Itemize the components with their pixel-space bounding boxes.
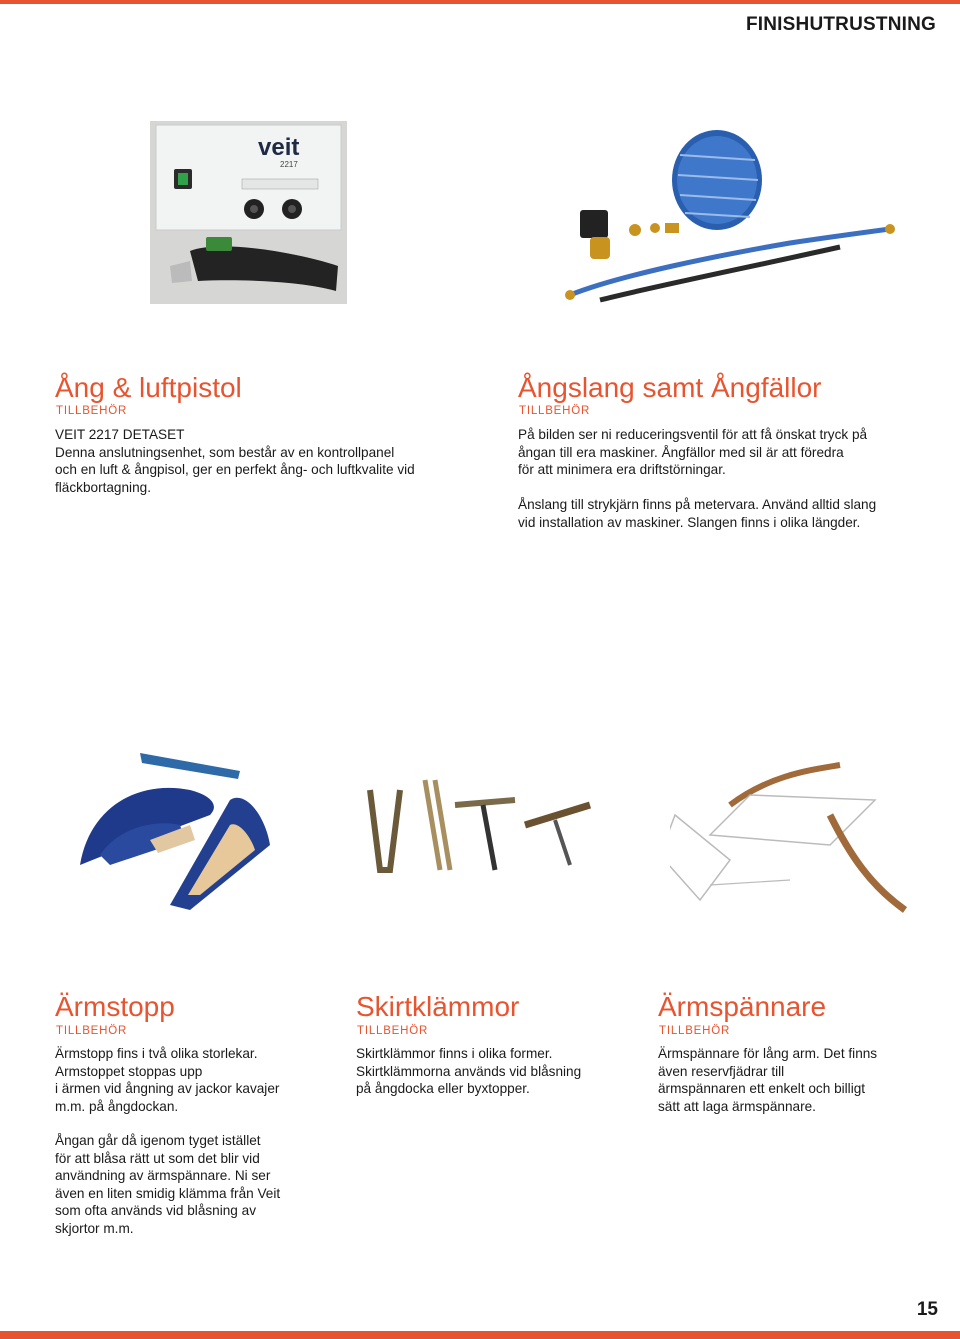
veit-logo: veit	[258, 134, 300, 161]
text-line: Skirtklämmorna används vid blåsning	[356, 1063, 582, 1079]
stretcher-description	[658, 1045, 877, 1115]
text-line: Ångan går då igenom tyget istället	[55, 1133, 261, 1148]
text-line: och en luft & ångpisol, ger en perfekt ång- och luftkvalite vid	[55, 462, 415, 478]
text-line: Skirtklämmor finns i olika former.	[356, 1046, 553, 1061]
text-line: Ärmstopp fins i två olika storlekar.	[55, 1046, 258, 1061]
armstop-description-2	[55, 1132, 280, 1238]
text-line: även en liten smidig klämma från Veit	[55, 1185, 281, 1201]
text-line: fläckbortagning.	[55, 479, 151, 495]
text-line: Ånslang till strykjärn finns på metervara. Använd alltid slang	[518, 497, 877, 512]
arm-stretcher-photo	[670, 755, 910, 915]
text-line: på ångdocka eller byxtopper.	[356, 1081, 530, 1097]
clamps-description	[356, 1045, 581, 1098]
section-header: FINISHUTRUSTNING	[745, 14, 936, 35]
text-line: Denna anslutningsenhet, som består av en kontrollpanel	[55, 444, 395, 460]
top-accent-bar	[0, 0, 960, 4]
clamps-title: Skirtklämmor	[356, 991, 520, 1022]
text-line: i ärmen vid ångning av jackor kavajer	[55, 1081, 280, 1097]
text-line: sätt att laga ärmspännare.	[658, 1098, 816, 1114]
text-line: även reservfjädrar till	[658, 1063, 785, 1079]
armstop-photo	[70, 745, 290, 915]
text-line: ärmspännaren ett enkelt och billigt	[658, 1081, 866, 1097]
armstop-description-1	[55, 1045, 279, 1115]
text-line: ångan till era maskiner. Ångfällor med sil är att föredra	[518, 444, 844, 460]
stretcher-subtitle: TILLBEHÖR	[659, 1025, 731, 1037]
pistol-description	[55, 426, 415, 496]
text-line: för att minimera era driftstörningar.	[518, 462, 726, 478]
armstop-title: Ärmstopp	[55, 991, 175, 1022]
text-line: användning av ärmspännare. Ni ser	[55, 1168, 271, 1184]
text-line: På bilden ser ni reduceringsventil för att få önskat tryck på	[518, 427, 868, 442]
hose-subtitle: TILLBEHÖR	[519, 405, 591, 417]
clamps-subtitle: TILLBEHÖR	[357, 1025, 429, 1037]
pistol-title: Ång & luftpistol	[55, 372, 242, 403]
text-line: vid installation av maskiner. Slangen finns i olika längder.	[518, 514, 861, 530]
steam-hose-photo	[560, 125, 905, 305]
steam-pistol-photo	[150, 121, 347, 304]
text-line: VEIT 2217 DETASET	[55, 427, 185, 442]
hose-description-2	[518, 496, 876, 531]
stretcher-title: Ärmspännare	[658, 991, 827, 1022]
text-line: Ärmspännare för lång arm. Det finns	[658, 1046, 878, 1061]
skirt-clamps-photo	[355, 770, 605, 890]
pistol-subtitle: TILLBEHÖR	[56, 405, 128, 417]
text-line: Armstoppet stoppas upp	[55, 1063, 203, 1079]
hose-title: Ångslang samt Ångfällor	[518, 372, 822, 403]
armstop-subtitle: TILLBEHÖR	[56, 1025, 128, 1037]
page-number: 15	[916, 1299, 938, 1320]
model-label: 2217	[280, 160, 298, 169]
text-line: för att blåsa rätt ut som det blir vid	[55, 1150, 260, 1166]
hose-description-1	[518, 426, 867, 479]
text-line: skjortor m.m.	[55, 1220, 134, 1236]
text-line: m.m. på ångdockan.	[55, 1098, 179, 1114]
text-line: som ofta används vid blåsning av	[55, 1203, 257, 1219]
bottom-accent-bar	[0, 1331, 960, 1339]
